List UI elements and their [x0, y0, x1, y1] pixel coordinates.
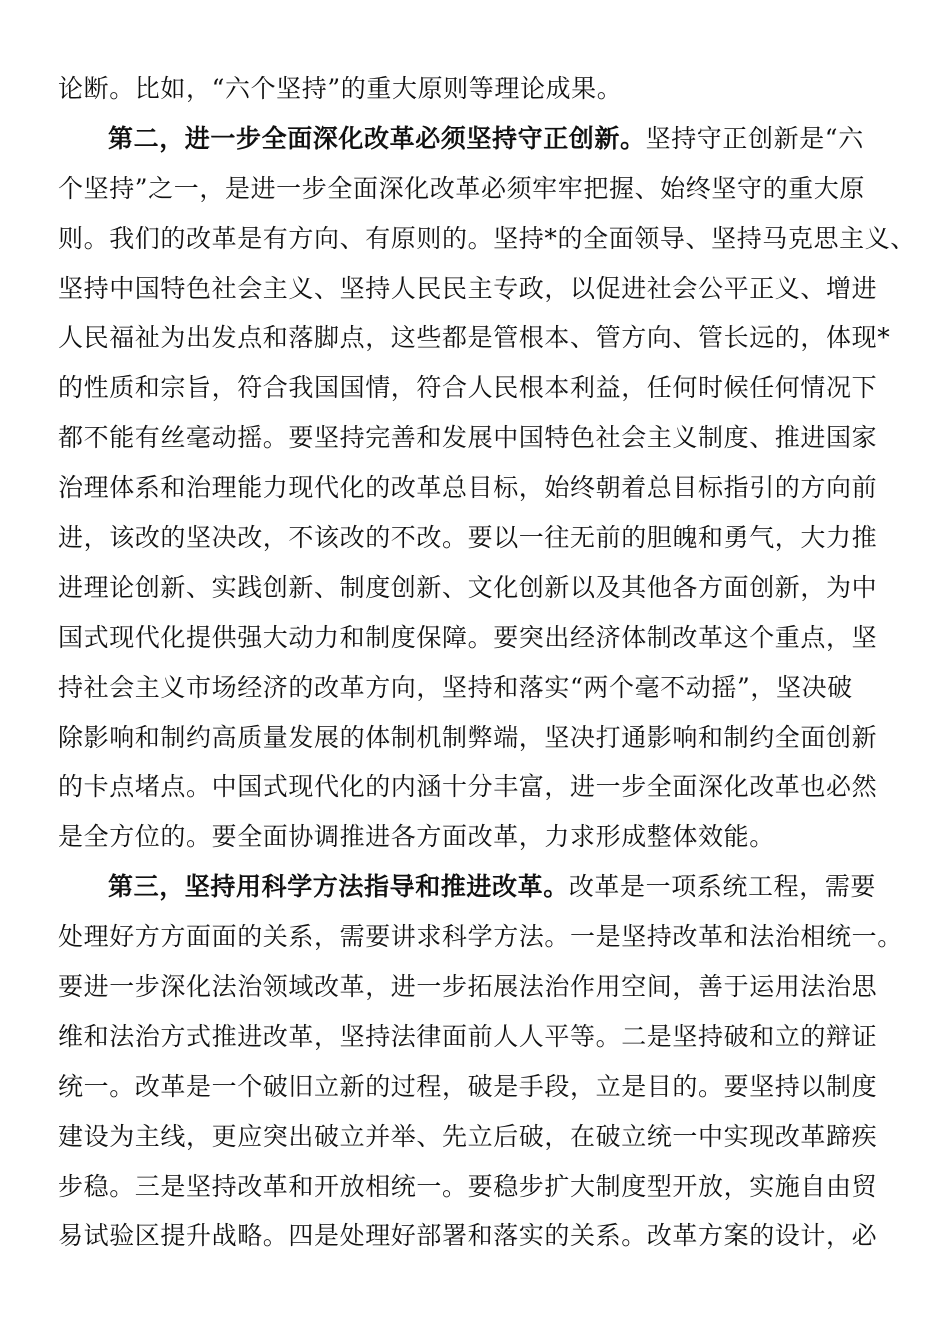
text-line: [58, 912, 903, 962]
line-text: 维和法治方式推进改革，坚持法律面前人人平等。二是坚持破和立的辩证: [58, 1021, 878, 1051]
text-line: [58, 762, 898, 812]
paragraph-third: [58, 862, 903, 1261]
text-line: [58, 1012, 898, 1062]
line-text: 持社会主义市场经济的改革方向，坚持和落实“两个毫不动摇”，坚决破: [58, 672, 853, 702]
text-line: [58, 363, 898, 413]
line-text: 治理体系和治理能力现代化的改革总目标，始终朝着总目标指引的方向前: [58, 473, 878, 503]
text-line: [58, 463, 898, 513]
text-line: [58, 713, 898, 763]
line-text: 则。我们的改革是有方向、有原则的。坚持*的全面领导、坚持马克思主义、: [58, 223, 916, 253]
paragraph-heading: 第三，坚持用科学方法指导和推进改革。: [108, 872, 569, 902]
paragraph-continuation: [58, 64, 898, 114]
line-text: 改革是一项系统工程，需要: [568, 872, 877, 902]
line-text: 坚持守正创新是“六: [645, 123, 864, 153]
line-text: 个坚持”之一，是进一步全面深化改革必须牢牢把握、始终坚守的重大原: [58, 173, 865, 203]
text-line: [58, 413, 898, 463]
text-line: [58, 613, 898, 663]
text-line: [58, 1112, 898, 1162]
line-text: 论断。比如，“六个坚持”的重大原则等理论成果。: [58, 74, 623, 103]
line-text: 坚持中国特色社会主义、坚持人民民主专政，以促进社会公平正义、增进: [58, 273, 878, 303]
line-text: 步稳。三是坚持改革和开放相统一。要稳步扩大制度型开放，实施自由贸: [58, 1171, 878, 1201]
paragraph-heading: 第二，进一步全面深化改革必须坚持守正创新。: [108, 123, 646, 153]
text-line: [58, 812, 898, 862]
line-text: 人民福祉为出发点和落脚点，这些都是管根本、管方向、管长远的，体现*: [58, 323, 891, 353]
line-text: 的性质和宗旨，符合我国国情，符合人民根本利益，任何时候任何情况下: [58, 373, 878, 403]
text-line: [58, 1062, 898, 1112]
line-text: 国式现代化提供强大动力和制度保障。要突出经济体制改革这个重点，坚: [58, 622, 878, 652]
text-line: [58, 663, 898, 713]
line-text: 统一。改革是一个破旧立新的过程，破是手段，立是目的。要坚持以制度: [58, 1071, 878, 1101]
line-text: 进理论创新、实践创新、制度创新、文化创新以及其他各方面创新，为中: [58, 572, 878, 602]
line-text: 进，该改的坚决改，不该改的不改。要以一往无前的胆魄和勇气，大力推: [58, 523, 878, 553]
line-text: 建设为主线，更应突出破立并举、先立后破，在破立统一中实现改革蹄疾: [58, 1121, 878, 1151]
text-line: [58, 214, 916, 264]
line-text: 易试验区提升战略。四是处理好部署和落实的关系。改革方案的设计，必: [58, 1221, 878, 1251]
text-line-first: [58, 862, 898, 912]
text-line: [58, 1162, 898, 1212]
text-line: [58, 313, 898, 363]
text-line: [58, 1211, 898, 1261]
text-line: [58, 264, 898, 314]
line-text: 处理好方方面面的关系，需要讲求科学方法。一是坚持改革和法治相统一。: [58, 922, 903, 952]
text-line: [58, 513, 898, 563]
paragraph-second: [58, 114, 916, 862]
text-line: [58, 563, 898, 613]
line-text: 除影响和制约高质量发展的体制机制弊端，坚决打通影响和制约全面创新: [58, 722, 878, 752]
text-line: [58, 64, 898, 114]
line-text: 要进一步深化法治领域改革，进一步拓展法治作用空间，善于运用法治思: [58, 972, 878, 1002]
text-line: [58, 962, 898, 1012]
text-line-first: [58, 114, 898, 164]
text-line: [58, 164, 898, 214]
document-page: [58, 64, 916, 1261]
line-text: 都不能有丝毫动摇。要坚持完善和发展中国特色社会主义制度、推进国家: [58, 423, 878, 453]
line-text: 是全方位的。要全面协调推进各方面改革，力求形成整体效能。: [58, 822, 775, 852]
line-text: 的卡点堵点。中国式现代化的内涵十分丰富，进一步全面深化改革也必然: [58, 772, 878, 802]
